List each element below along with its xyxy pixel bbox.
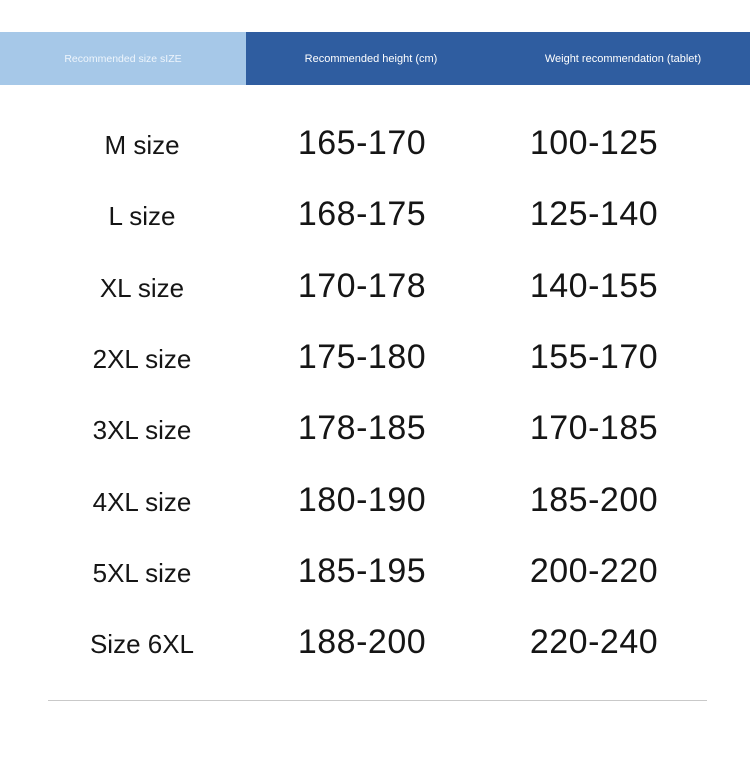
weight-cell: 100-125 (529, 124, 659, 163)
height-cell: 185-195 (297, 551, 427, 590)
size-cell: XL size (99, 272, 185, 303)
table-row (0, 179, 750, 250)
weight-cell: 170-185 (529, 409, 659, 448)
height-cell: 188-200 (297, 623, 427, 662)
size-cell: 3XL size (92, 415, 192, 446)
table-row (0, 251, 750, 322)
size-chart-table (0, 108, 750, 678)
header-height-column: Recommended height (cm) (246, 32, 496, 85)
table-row (0, 108, 750, 179)
table-row (0, 464, 750, 535)
size-cell: Size 6XL (89, 629, 195, 660)
weight-cell: 125-140 (529, 195, 659, 234)
divider (48, 700, 707, 701)
size-cell: 2XL size (92, 344, 192, 375)
table-row (0, 536, 750, 607)
height-cell: 180-190 (297, 480, 427, 519)
header-size-column: Recommended size sIZE (0, 32, 246, 85)
height-cell: 170-178 (297, 266, 427, 305)
table-row (0, 322, 750, 393)
weight-cell: 185-200 (529, 480, 659, 519)
weight-cell: 155-170 (529, 338, 659, 377)
height-cell: 175-180 (297, 338, 427, 377)
size-cell: M size (104, 130, 180, 161)
weight-cell: 200-220 (529, 551, 659, 590)
weight-cell: 140-155 (529, 266, 659, 305)
size-cell: 5XL size (92, 557, 192, 588)
table-row (0, 607, 750, 678)
header-weight-column: Weight recommendation (tablet) (496, 32, 750, 85)
size-cell: L size (108, 201, 176, 232)
size-cell: 4XL size (92, 486, 192, 517)
height-cell: 165-170 (297, 124, 427, 163)
table-row (0, 393, 750, 464)
weight-cell: 220-240 (529, 623, 659, 662)
height-cell: 178-185 (297, 409, 427, 448)
size-chart-header (0, 32, 750, 85)
height-cell: 168-175 (297, 195, 427, 234)
